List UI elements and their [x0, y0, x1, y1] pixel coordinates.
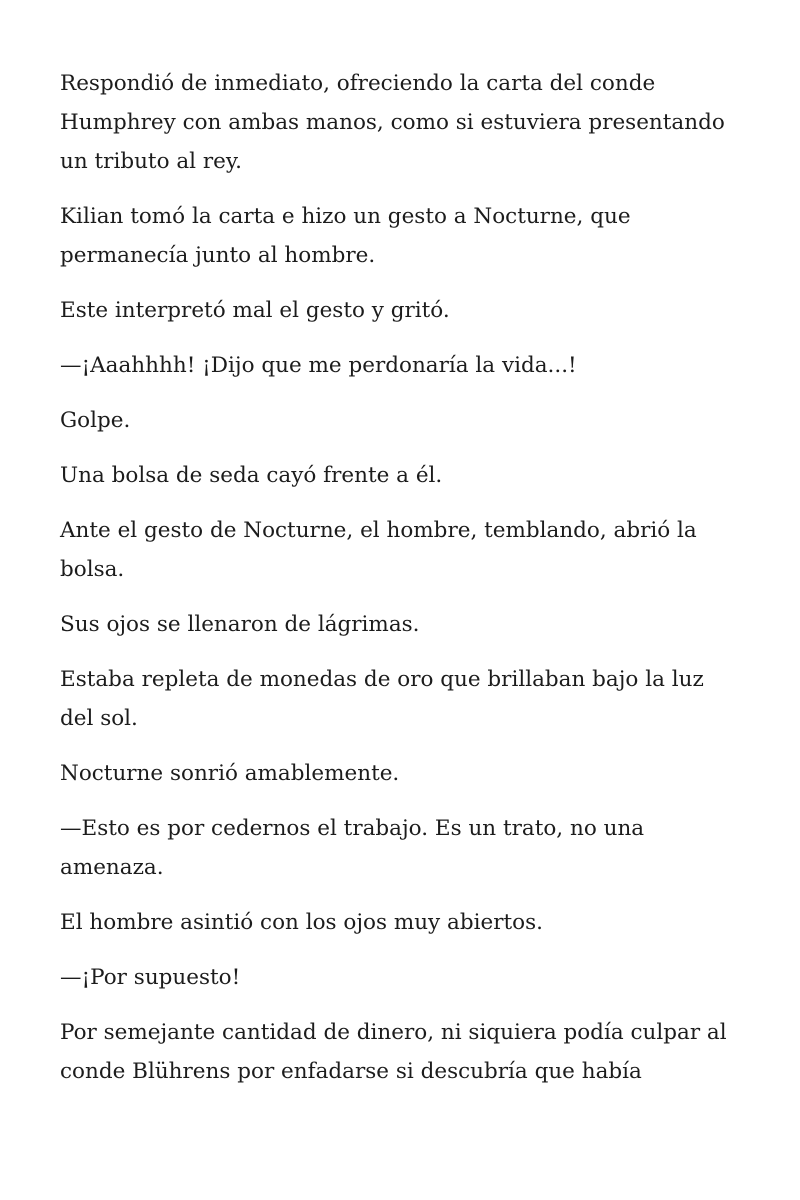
document-page: [60, 64, 740, 1107]
paragraph-5: Golpe.: [60, 408, 131, 433]
paragraph-4: —¡Aaahhhh! ¡Dijo que me perdonaría la vida...!: [60, 353, 577, 378]
paragraph-14: Por semejante cantidad de dinero, ni siquiera podía culpar al conde Blührens por enfadarse si descubría que había: [60, 1020, 727, 1084]
paragraph-7: Ante el gesto de Nocturne, el hombre, temblando, abrió la bolsa.: [60, 518, 697, 582]
paragraph-1: Respondió de inmediato, ofreciendo la carta del conde Humphrey con ambas manos, como si estuviera presentando un tributo al rey.: [60, 71, 725, 174]
paragraph-3: Este interpretó mal el gesto y gritó.: [60, 298, 450, 323]
paragraph-9: Estaba repleta de monedas de oro que brillaban bajo la luz del sol.: [60, 667, 704, 731]
paragraph-10: Nocturne sonrió amablemente.: [60, 761, 400, 786]
paragraph-6: Una bolsa de seda cayó frente a él.: [60, 463, 443, 488]
paragraph-8: Sus ojos se llenaron de lágrimas.: [60, 612, 420, 637]
paragraph-13: —¡Por supuesto!: [60, 965, 241, 990]
paragraph-12: El hombre asintió con los ojos muy abiertos.: [60, 910, 543, 935]
paragraph-2: Kilian tomó la carta e hizo un gesto a Nocturne, que permanecía junto al hombre.: [60, 204, 631, 268]
paragraph-11: —Esto es por cedernos el trabajo. Es un trato, no una amenaza.: [60, 816, 645, 880]
